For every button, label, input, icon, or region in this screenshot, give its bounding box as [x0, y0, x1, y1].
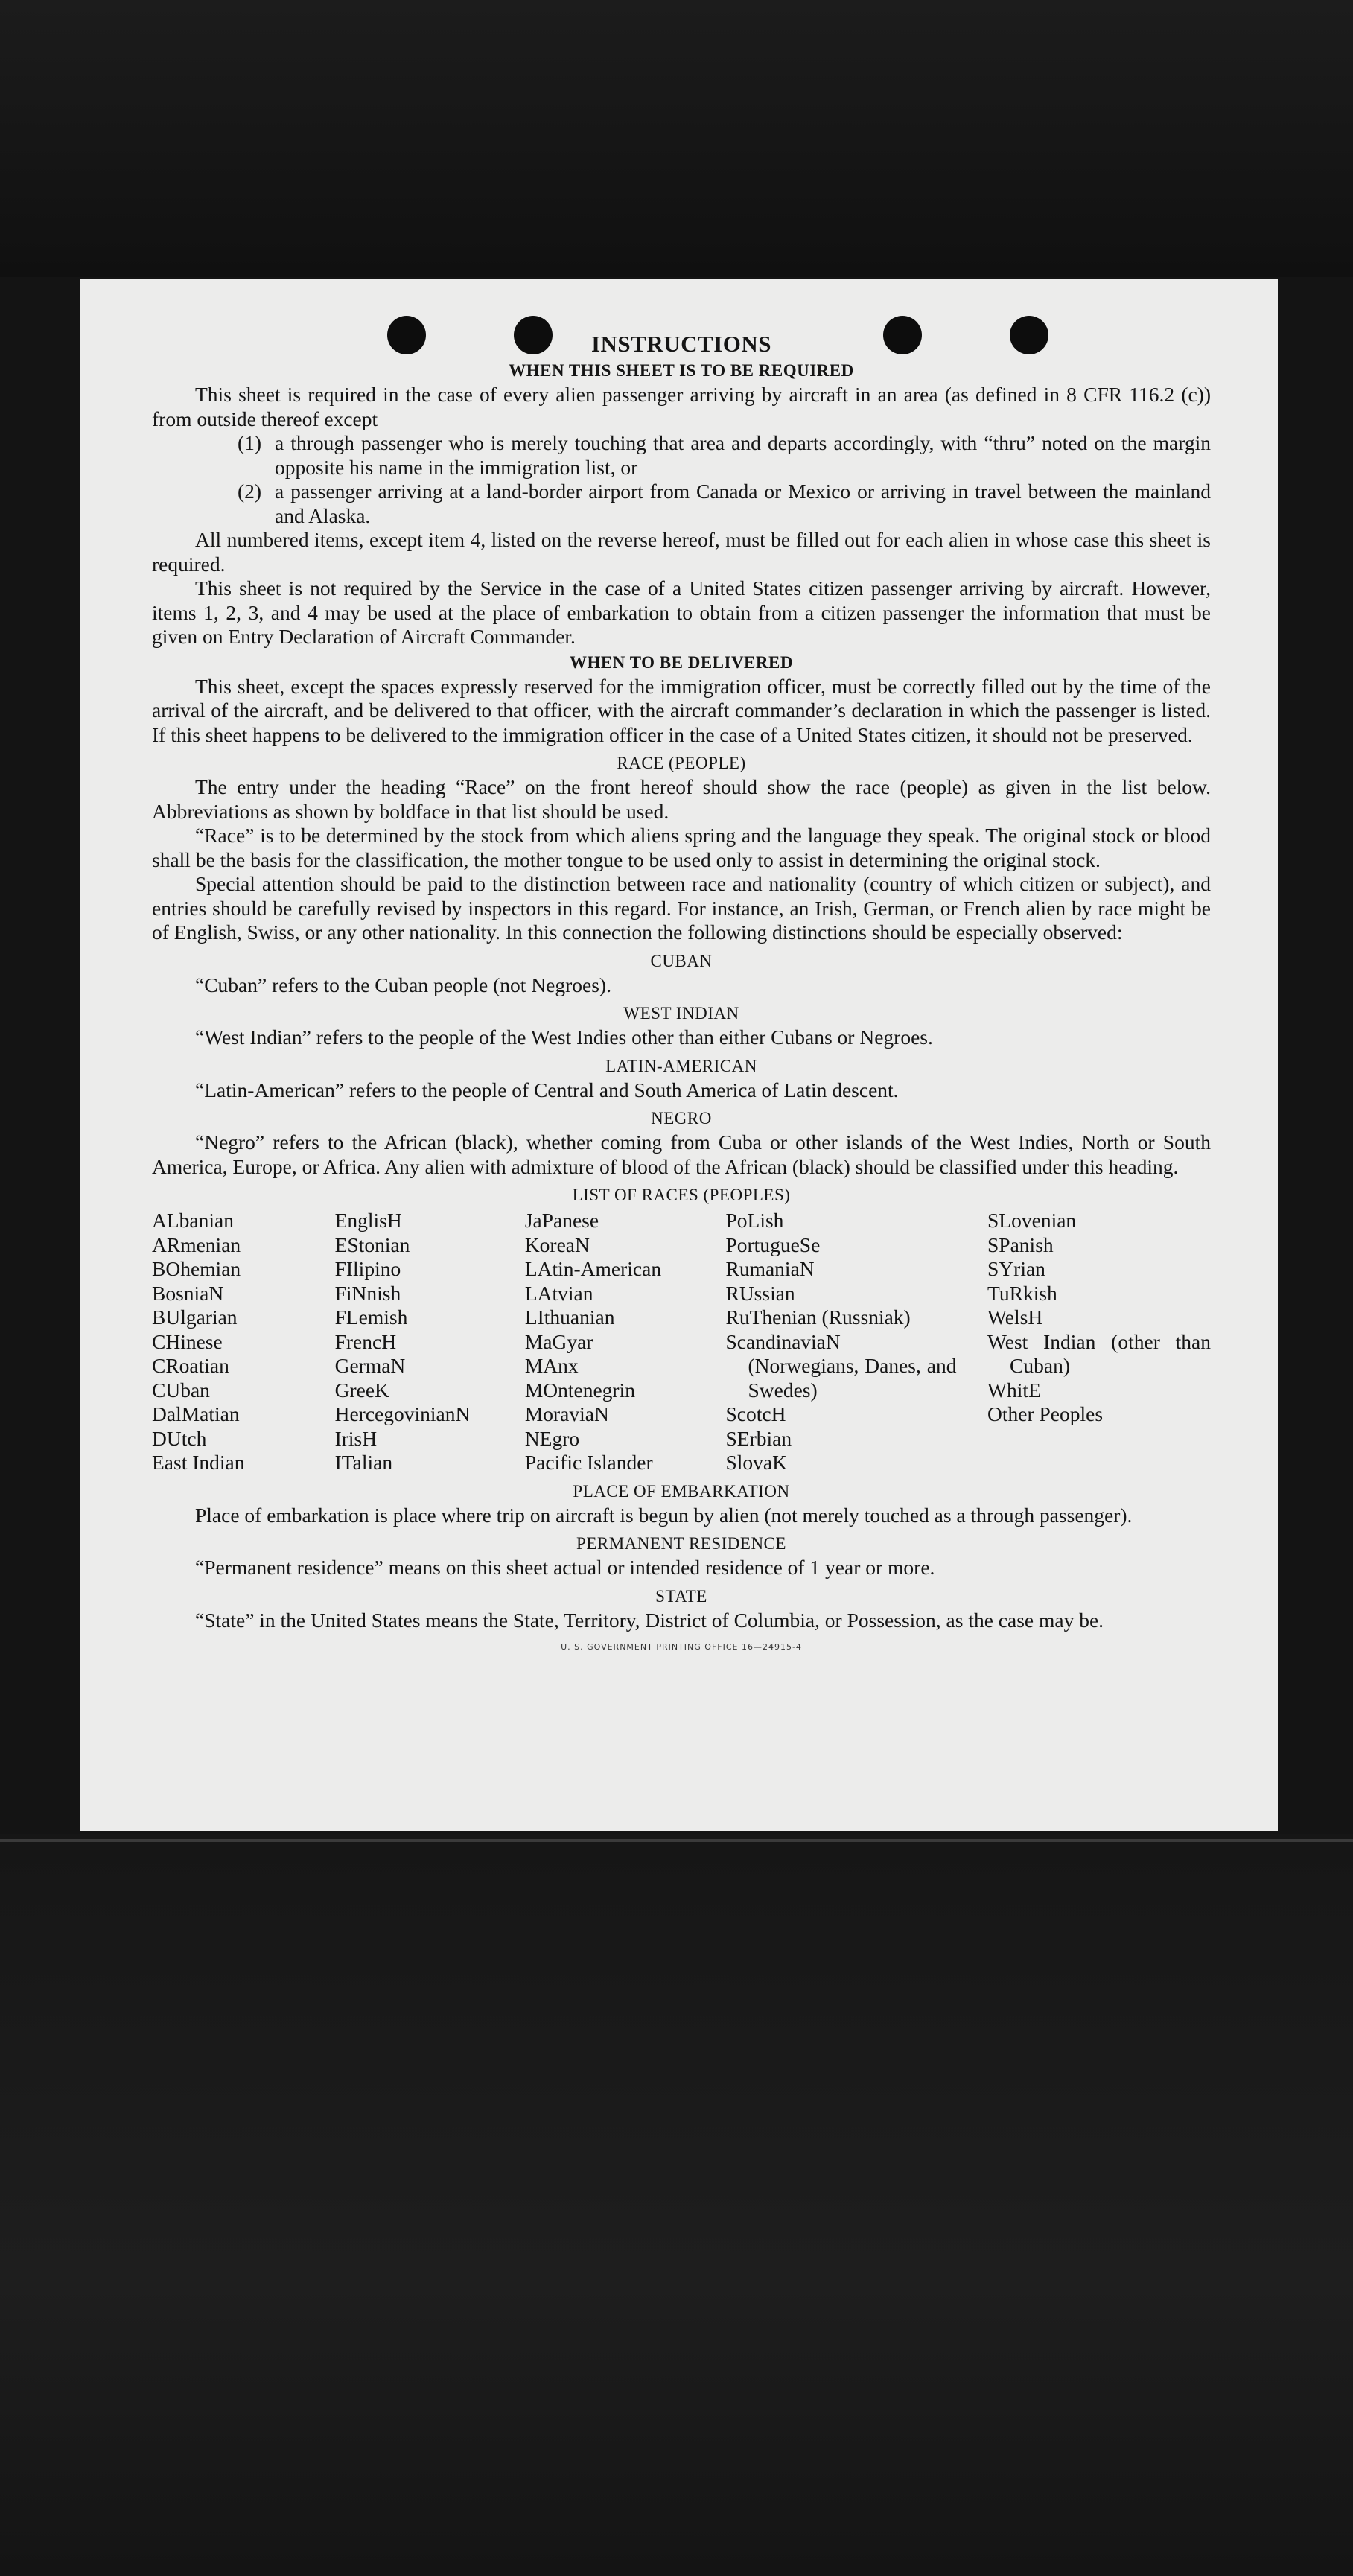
section-heading-cuban: CUBAN — [650, 951, 713, 970]
race-entry: RUssian — [725, 1281, 795, 1305]
race-entry: MaGyar — [524, 1329, 593, 1353]
race-entry: ITalian — [334, 1451, 393, 1474]
scan-background-bottom — [0, 1834, 1353, 2576]
paragraph: This sheet is required in the case of every alien passenger arriving by aircraft in an area (as defined in 8 CFR 116.2 (c)) from outside thereof except — [152, 383, 1211, 430]
list-item-number: (2) — [238, 480, 262, 503]
section-heading-list-of-races: LIST OF RACES (PEOPLES) — [572, 1186, 791, 1204]
race-entry: LIthuanian — [524, 1306, 615, 1329]
race-entry: West Indian (other than Cuban) — [987, 1329, 1212, 1377]
section-heading-place-of-embarkation: PLACE OF EMBARKATION — [573, 1481, 790, 1501]
section-heading-permanent-residence: PERMANENT RESIDENCE — [576, 1534, 786, 1553]
race-entry: LAtvian — [524, 1281, 593, 1305]
race-entry: DUtch — [152, 1426, 207, 1450]
race-entry: Other Peoples — [987, 1402, 1104, 1425]
section-heading-when-delivered: WHEN TO BE DELIVERED — [570, 652, 793, 672]
scan-background-top — [0, 0, 1353, 277]
race-column — [525, 1209, 726, 1475]
paragraph: “Latin-American” refers to the people of Central and South America of Latin descent. — [195, 1078, 899, 1101]
paragraph: The entry under the heading “Race” on the front hereof should show the race (people) as given in the list below. Abbreviations as shown by boldface in that list should be used. — [152, 775, 1211, 823]
race-entry: SPanish — [987, 1233, 1054, 1256]
list-item-text: a through passenger who is merely touching that area and departs accordingly, with “thru” noted on the margin opposite his name in the immigration list, or — [275, 431, 1211, 479]
race-entry: SYrian — [987, 1257, 1045, 1280]
document-sheet — [80, 279, 1278, 1831]
race-entry: FrencH — [334, 1329, 397, 1353]
paragraph: “West Indian” refers to the people of the West Indies other than either Cubans or Negroes. — [195, 1025, 933, 1049]
printer-imprint: U. S. GOVERNMENT PRINTING OFFICE 16—24915-4 — [561, 1642, 802, 1652]
paragraph: “Permanent residence” means on this sheet actual or intended residence of 1 year or more. — [195, 1556, 935, 1579]
race-entry: RumaniaN — [725, 1257, 815, 1280]
paragraph: Place of embarkation is place where trip on aircraft is begun by alien (not merely touched as a through passenger). — [195, 1503, 1133, 1527]
race-column — [335, 1209, 525, 1475]
race-entry: ScandinaviaN (Norwegians, Danes, and Swedes) — [725, 1329, 957, 1402]
race-entry: LAtin-American — [524, 1257, 662, 1280]
race-entry: CUban — [152, 1378, 210, 1402]
race-entry: FiNnish — [334, 1281, 401, 1305]
paragraph: “Cuban” refers to the Cuban people (not Negroes). — [195, 973, 611, 996]
race-column — [987, 1209, 1211, 1475]
race-entry: RuThenian (Russniak) — [725, 1306, 911, 1329]
race-entry: FIlipino — [334, 1257, 401, 1280]
paragraph: “Negro” refers to the African (black), whether coming from Cuba or other islands of the West Indies, North or South America, Europe, or Africa. Any alien with admixture of blood of the African (black) should be classified under this heading. — [152, 1130, 1211, 1178]
paragraph: “Race” is to be determined by the stock from which aliens spring and the language they speak. The original stock or blood shall be the basis for the classification, the mother tongue to be used only to assist in determining the original stock. — [152, 824, 1211, 871]
race-column — [152, 1209, 335, 1475]
race-entry: East Indian — [152, 1451, 245, 1474]
race-entry: NEgro — [524, 1426, 580, 1450]
race-entry: GermaN — [334, 1354, 406, 1377]
race-entry: ARmenian — [152, 1233, 241, 1256]
race-entry: ALbanian — [152, 1209, 234, 1232]
race-entry: WelsH — [987, 1306, 1043, 1329]
race-entry: Pacific Islander — [524, 1451, 653, 1474]
race-entry: GreeK — [334, 1378, 389, 1402]
paragraph: This sheet is not required by the Service in the case of a United States citizen passenger arriving by aircraft. However, items 1, 2, 3, and 4 may be used at the place of embarkation to obtain from a citizen passenger the information that must be given on Entry Declaration of Aircraft Commander. — [152, 576, 1211, 648]
race-list — [152, 1209, 1211, 1475]
section-heading-west-indian: WEST INDIAN — [623, 1004, 739, 1023]
race-entry: BosniaN — [152, 1281, 224, 1305]
paragraph: “State” in the United States means the State, Territory, District of Columbia, or Possession, as the case may be. — [195, 1608, 1104, 1632]
race-entry: PortugueSe — [725, 1233, 821, 1256]
section-heading-latin-american: LATIN-AMERICAN — [605, 1056, 757, 1075]
race-entry: CHinese — [152, 1329, 223, 1353]
race-entry: BOhemian — [152, 1257, 241, 1280]
race-entry: HercegovinianN — [334, 1402, 471, 1425]
race-entry: KoreaN — [524, 1233, 590, 1256]
section-heading-state: STATE — [655, 1586, 707, 1606]
race-entry: SErbian — [725, 1426, 792, 1450]
list-item-number: (1) — [238, 431, 262, 454]
race-entry: WhitE — [987, 1378, 1041, 1402]
paragraph: Special attention should be paid to the distinction between race and nationality (country of which citizen or subject), and entries should be carefully revised by inspectors in this regard. For instance, an Irish, German, or French alien by race might be of English, Swiss, or any other nationality. In this connection the following distinctions should be especially observed: — [152, 872, 1211, 944]
document-title: INSTRUCTIONS — [590, 331, 771, 357]
race-entry: EnglisH — [334, 1209, 402, 1232]
race-entry: DalMatian — [152, 1402, 240, 1425]
race-entry: CRoatian — [152, 1354, 229, 1377]
list-item-text: a passenger arriving at a land-border airport from Canada or Mexico or arriving in travel between the mainland and Alaska. — [275, 480, 1211, 527]
race-entry: PoLish — [725, 1209, 784, 1232]
section-heading-negro: NEGRO — [651, 1109, 712, 1128]
race-column — [725, 1209, 987, 1475]
race-entry: MOntenegrin — [524, 1378, 635, 1402]
paragraph: This sheet, except the spaces expressly reserved for the immigration officer, must be correctly filled out by the time of the arrival of the aircraft, and be delivered to that officer, with the aircraft commander’s declaration in which the passenger is listed. If this sheet happens to be delivered to the immigration officer in the case of a United States citizen, it should not be preserved. — [152, 674, 1211, 746]
race-entry: JaPanese — [524, 1209, 599, 1232]
race-entry: MAnx — [524, 1354, 579, 1377]
section-heading-race: RACE (PEOPLE) — [617, 754, 746, 772]
paragraph: All numbered items, except item 4, listed on the reverse hereof, must be filled out for each alien in whose case this sheet is required. — [152, 528, 1211, 576]
race-entry: IrisH — [334, 1426, 378, 1450]
list-item — [152, 480, 1211, 528]
list-item — [152, 431, 1211, 480]
scan-edge-line — [0, 1839, 1353, 1842]
race-entry: ScotcH — [725, 1402, 786, 1425]
section-heading-when-required: WHEN THIS SHEET IS TO BE REQUIRED — [509, 361, 854, 380]
race-entry: SLovenian — [987, 1209, 1077, 1232]
race-entry: EStonian — [334, 1233, 410, 1256]
race-entry: MoraviaN — [524, 1402, 609, 1425]
race-entry: FLemish — [334, 1306, 408, 1329]
race-entry: BUlgarian — [152, 1306, 238, 1329]
race-entry: TuRkish — [987, 1281, 1057, 1305]
race-entry: SlovaK — [725, 1451, 787, 1474]
document-body — [152, 331, 1211, 1660]
